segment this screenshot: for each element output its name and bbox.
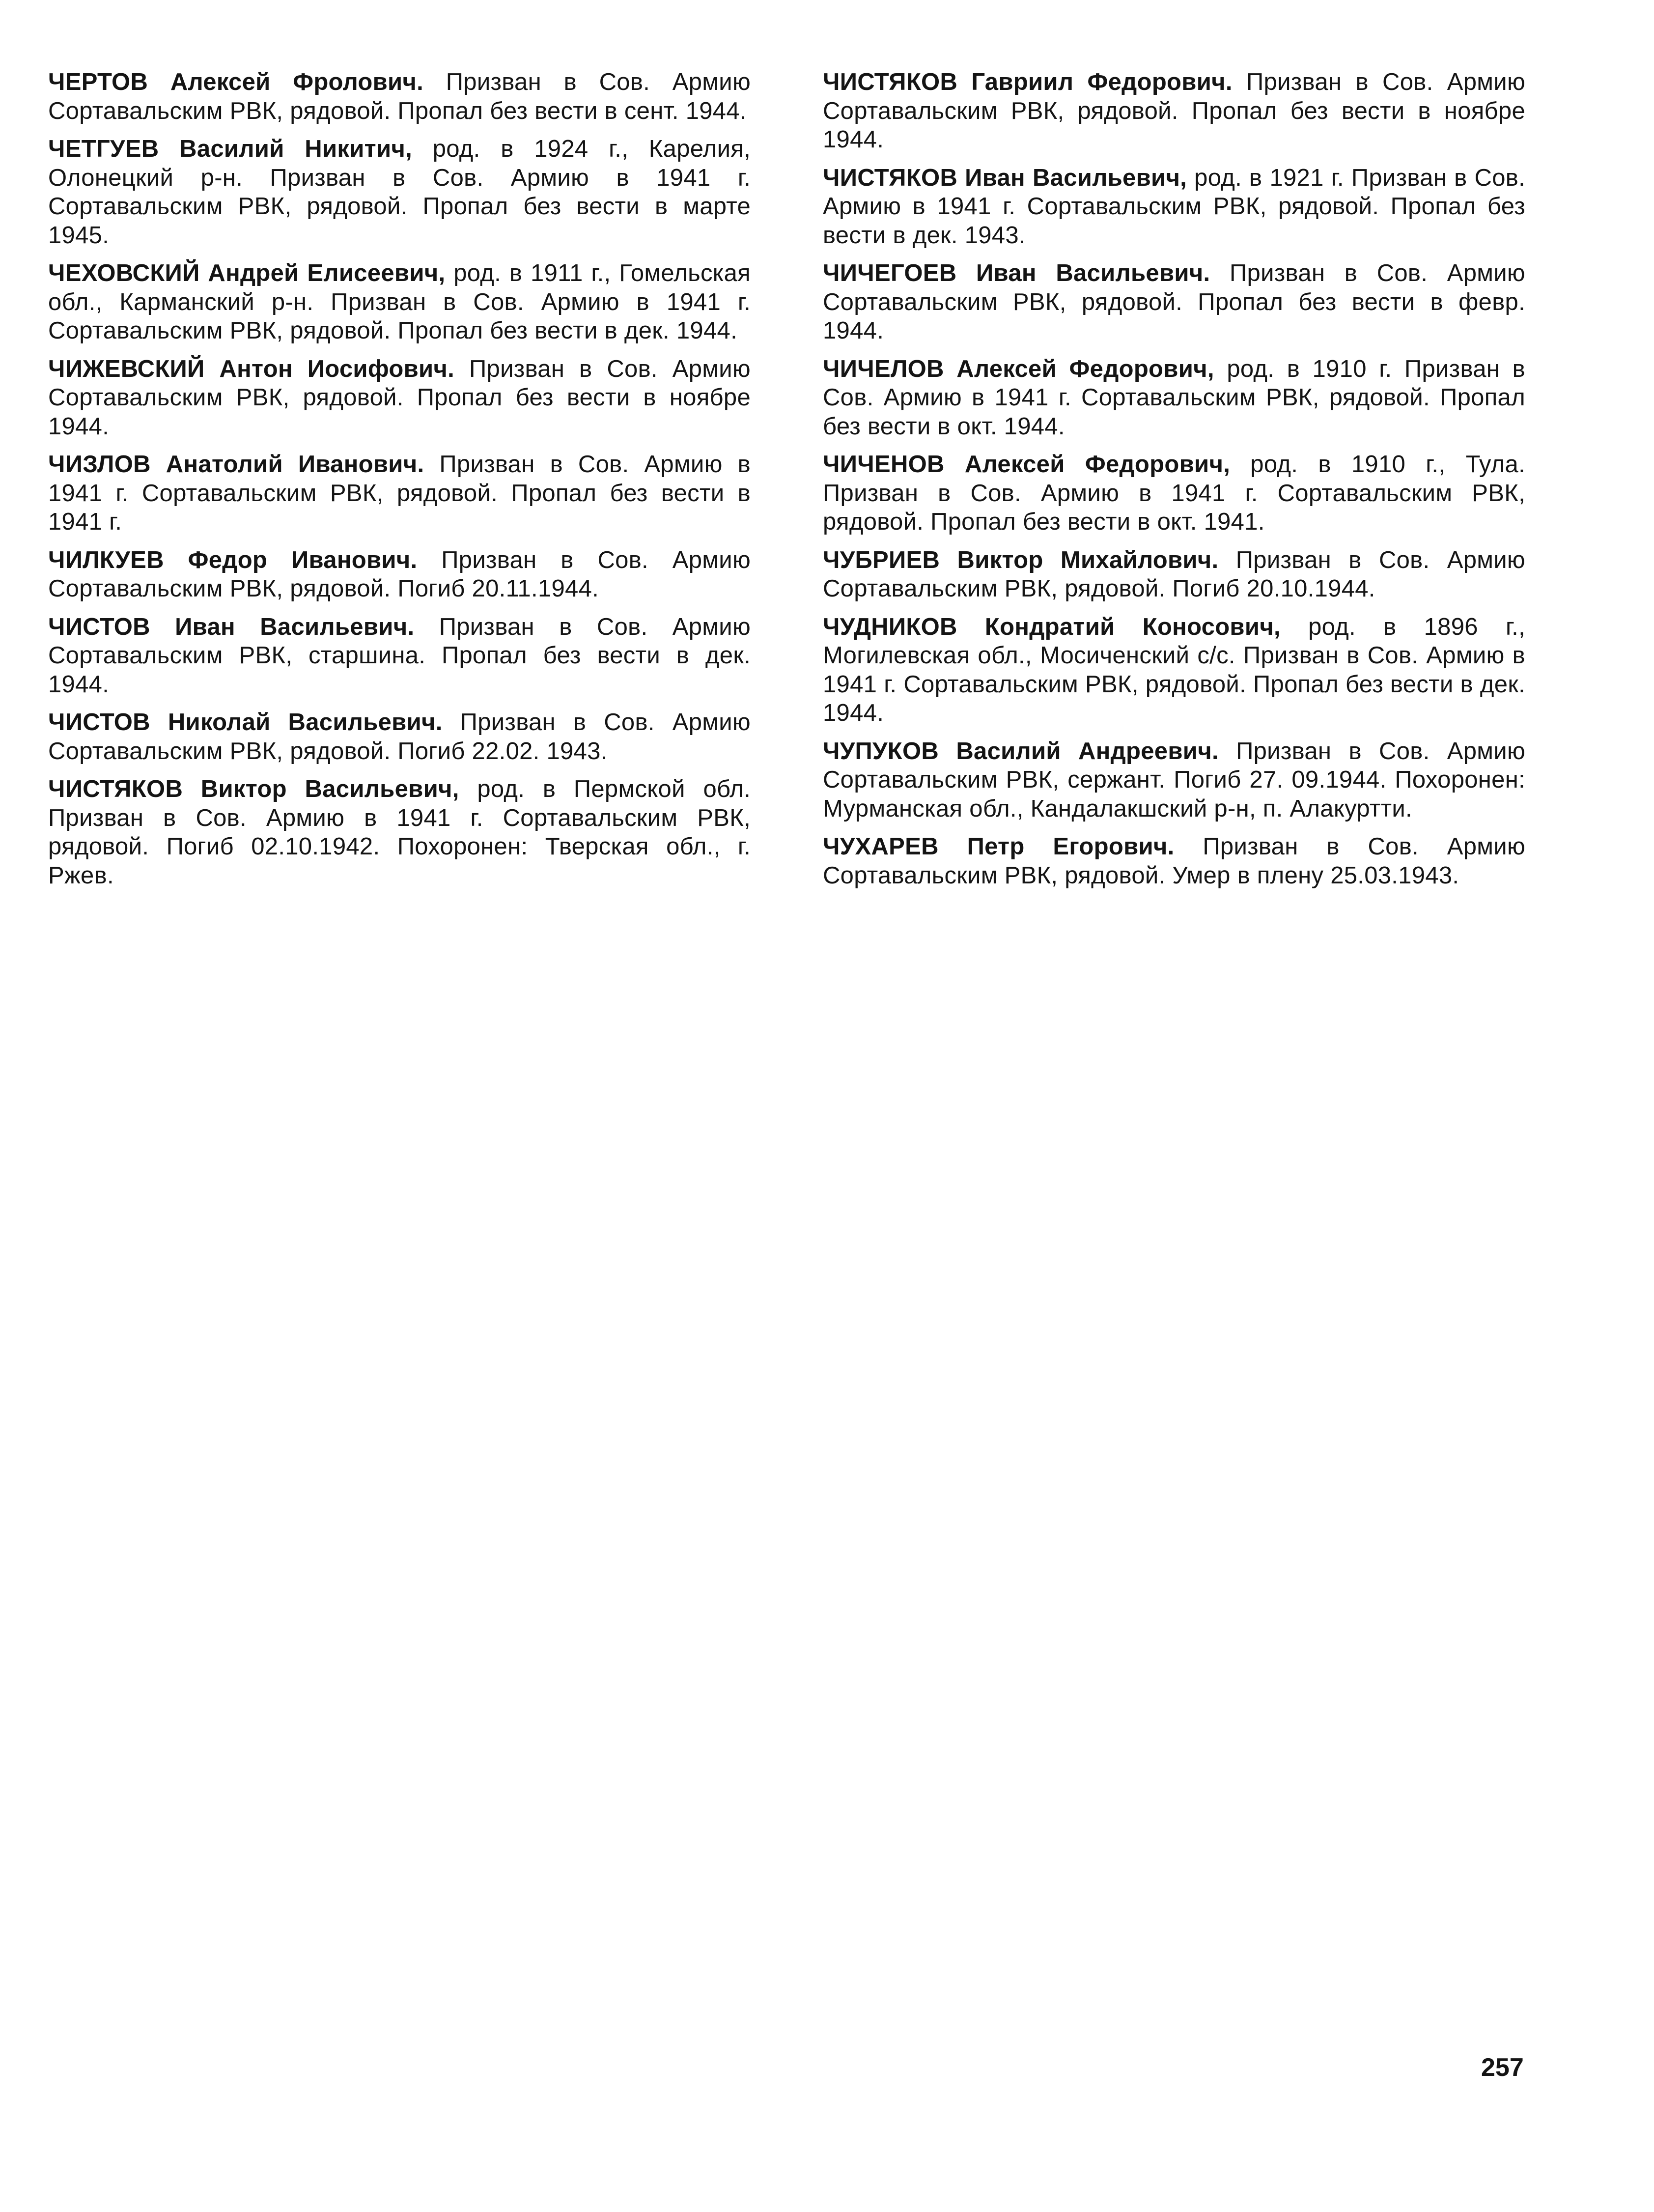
entry — [48, 259, 751, 345]
entry — [823, 613, 1525, 728]
entry — [823, 737, 1525, 823]
entry-name: ЧЕТГУЕВ Василий Никитич, — [48, 136, 413, 162]
entry-name: ЧИСТЯКОВ Гавриил Федорович. — [823, 69, 1233, 95]
entry-name: ЧУБРИЕВ Виктор Михайлович. — [823, 546, 1219, 573]
entry-text: Призван в Сов. Армию Сортавальским РВК, рядовой. Пропал без вести в ноябре 1944. — [823, 69, 1526, 153]
entry-text: Призван в Сов. Армию Сортавальским РВК, рядовой. Погиб 20.10.1944. — [823, 546, 1525, 602]
entry-name: ЧИСТОВ Иван Васильевич. — [48, 613, 415, 640]
entry — [48, 546, 751, 603]
entry — [48, 613, 751, 699]
entry-text: Призван в Сов. Армию Сортавальским РВК, старшина. Пропал без вести в дек. 1944. — [48, 613, 751, 698]
entry-text: род. в Пермской обл. Призван в Сов. Армию в 1941 г. Сортавальским РВК, рядовой. Погиб 02.10.1942. Похоронен: Тверская обл., г. Ржев. — [48, 776, 751, 889]
entry-name: ЧИЧЕГОЕВ Иван Васильевич. — [823, 260, 1210, 286]
entry — [823, 355, 1525, 441]
entry-name: ЧИСТОВ Николай Васильевич. — [48, 709, 443, 736]
entry-name: ЧУПУКОВ Василий Андреевич. — [823, 737, 1219, 765]
entry — [48, 708, 751, 766]
entry-name: ЧИЖЕВСКИЙ Антон Иосифович. — [48, 355, 455, 382]
entry-text: род. в 1910 г. Призван в Сов. Армию в 1941 г. Сортавальским РВК, рядовой. Пропал без вести в окт. 1944. — [823, 355, 1525, 440]
entry-name: ЧУДНИКОВ Кондратий Коносович, — [823, 613, 1281, 640]
page-number: 257 — [1481, 2053, 1524, 2082]
entry — [823, 259, 1525, 345]
entry-name: ЧИЧЕЛОВ Алексей Федорович, — [823, 355, 1214, 382]
entry-text: род. в 1911 г., Гомельская обл., Карманский р-н. Призван в Сов. Армию в 1941 г. Сортавальским РВК, рядовой. Пропал без вести в дек. 1944. — [48, 260, 751, 344]
entry-text: род. в 1921 г. Призван в Сов. Армию в 1941 г. Сортавальским РВК, рядовой. Пропал без вести в дек. 1943. — [823, 164, 1525, 249]
entry-name: ЧИСТЯКОВ Виктор Васильевич, — [48, 776, 459, 802]
entry-name: ЧИЗЛОВ Анатолий Иванович. — [48, 451, 424, 478]
entry-text: Призван в Сов. Армию Сортавальским РВК, рядовой. Умер в плену 25.03.1943. — [823, 833, 1526, 889]
entry-name: ЧИСТЯКОВ Иван Васильевич, — [823, 164, 1187, 191]
right-column — [823, 68, 1525, 899]
entry — [823, 546, 1525, 603]
entry — [823, 164, 1525, 250]
entry-text: Призван в Сов. Армию Сортавальским РВК, сержант. Погиб 27. 09.1944. Похоронен: Мурманская обл., Кандалакшский р-н, п. Алакуртти. — [823, 737, 1525, 822]
entry-name: ЧИЧЕНОВ Алексей Федорович, — [823, 451, 1231, 478]
entry-text: род. в 1896 г., Могилевская обл., Мосиченский с/с. Призван в Сов. Армию в 1941 г. Сортавальским РВК, рядовой. Пропал без вести в дек. 1944. — [823, 613, 1525, 726]
entry-text: Призван в Сов. Армию Сортавальским РВК, рядовой. Пропал без вести в сент. 1944. — [48, 69, 751, 124]
entry — [823, 450, 1525, 537]
entry-text: Призван в Сов. Армию Сортавальским РВК, рядовой. Пропал без вести в ноябре 1944. — [48, 355, 751, 440]
entry-text: Призван в Сов. Армию в 1941 г. Сортавальским РВК, рядовой. Пропал без вести в 1941 г. — [48, 451, 751, 535]
entry — [823, 832, 1525, 890]
entry-name: ЧЕРТОВ Алексей Фролович. — [48, 69, 424, 95]
entry-text: Призван в Сов. Армию Сортавальским РВК, рядовой. Пропал без вести в февр. 1944. — [823, 260, 1525, 344]
entry-text: род. в 1924 г., Карелия, Олонецкий р-н. Призван в Сов. Армию в 1941 г. Сортавальским РВК, рядовой. Пропал без вести в марте 1945. — [48, 136, 751, 249]
left-column — [48, 68, 751, 899]
entry-name: ЧЕХОВСКИЙ Андрей Елисеевич, — [48, 260, 446, 286]
entry — [48, 355, 751, 441]
entry-text: Призван в Сов. Армию Сортавальским РВК, рядовой. Погиб 20.11.1944. — [48, 546, 751, 602]
entry — [48, 775, 751, 890]
entry-name: ЧИЛКУЕВ Федор Иванович. — [48, 546, 418, 573]
entry-text: род. в 1910 г., Тула. Призван в Сов. Армию в 1941 г. Сортавальским РВК, рядовой. Пропал без вести в окт. 1941. — [823, 451, 1526, 535]
entry-text: Призван в Сов. Армию Сортавальским РВК, рядовой. Погиб 22.02. 1943. — [48, 709, 751, 765]
entry-name: ЧУХАРЕВ Петр Егорович. — [823, 833, 1175, 860]
entry — [48, 450, 751, 537]
entry — [48, 135, 751, 250]
entry — [823, 68, 1525, 154]
entry — [48, 68, 751, 125]
